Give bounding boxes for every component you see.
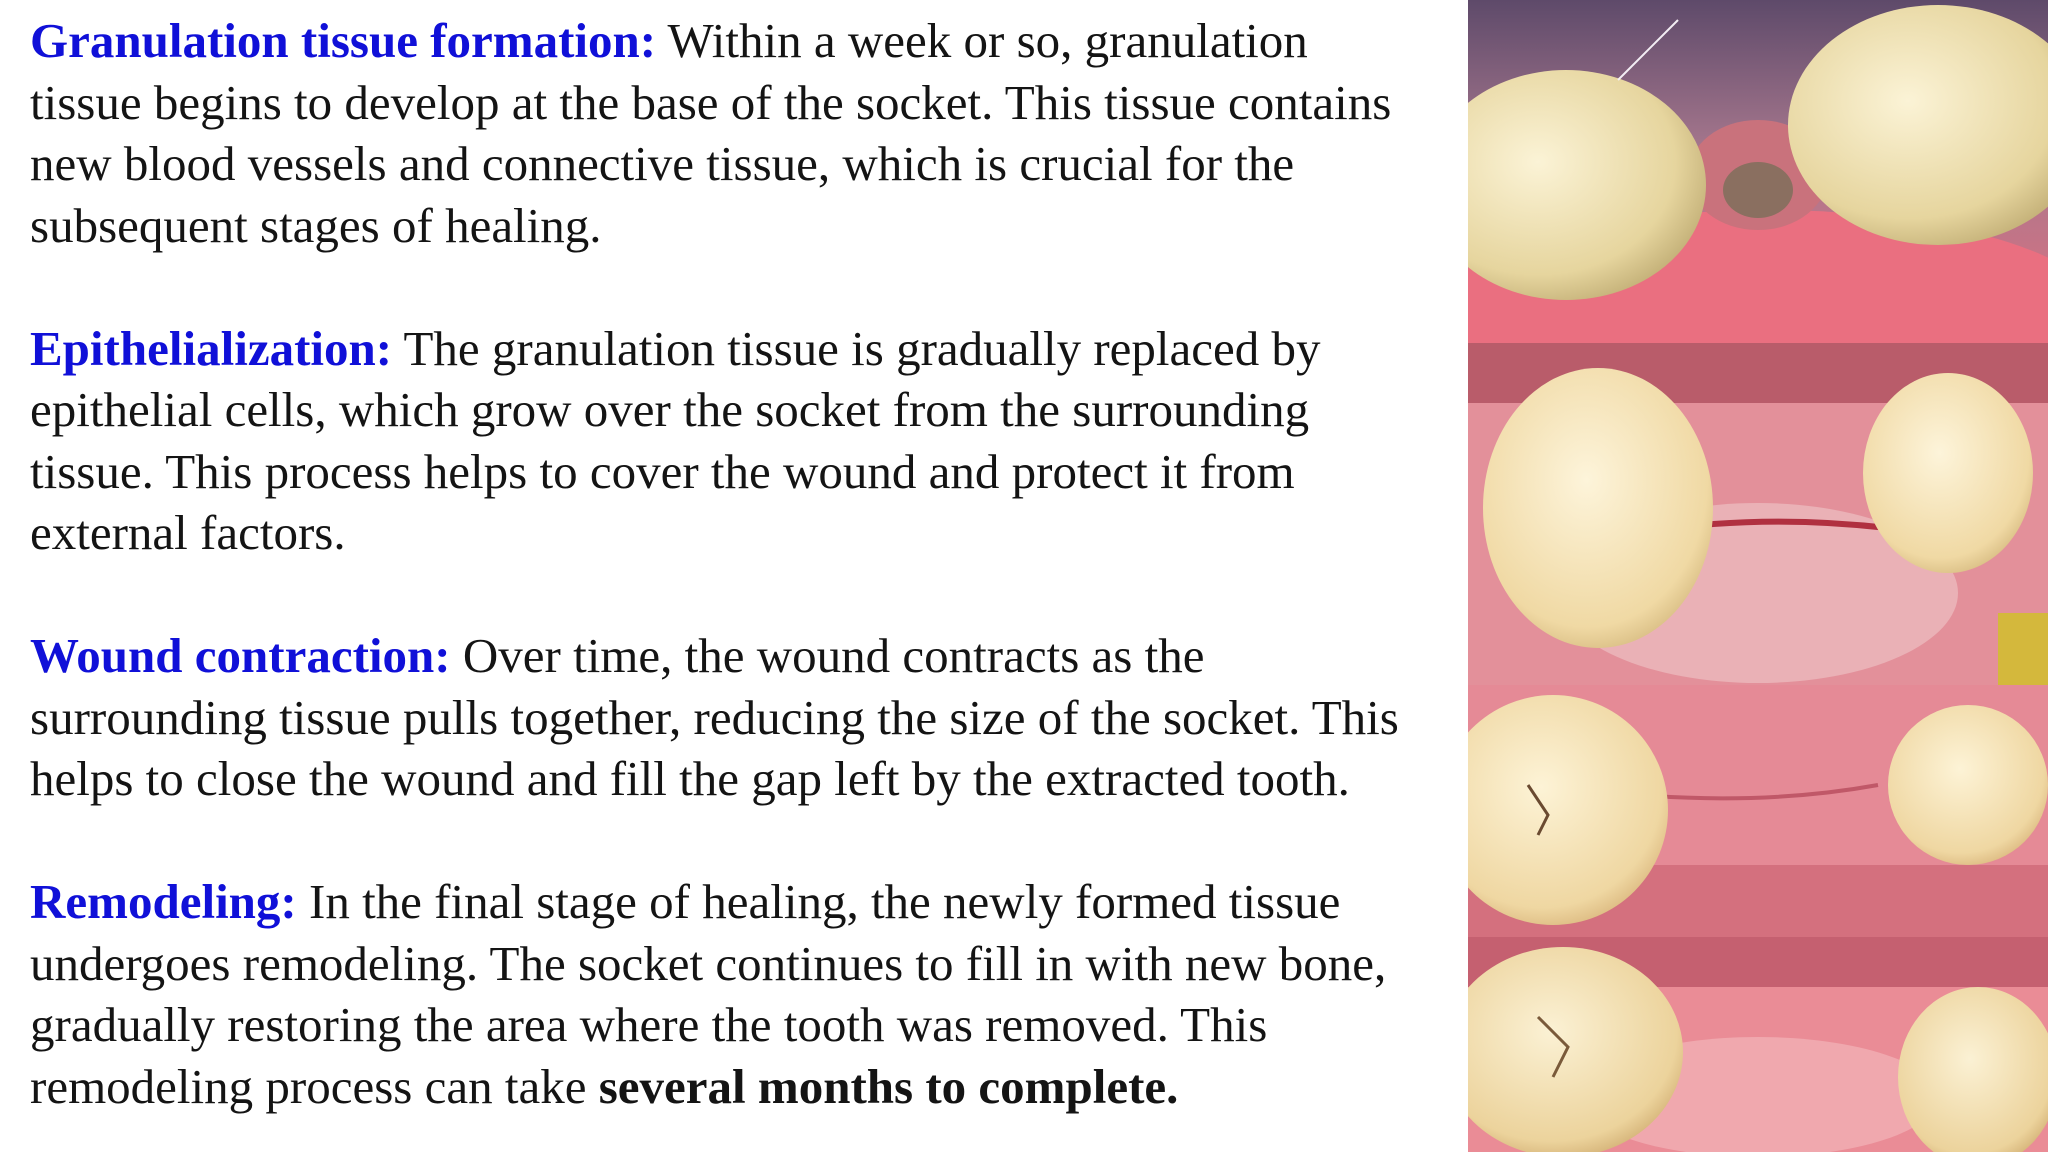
text-remodeling: In the final stage of healing, the newly formed tissue undergoes remodeling. The socket continues to fill in with new bone, gradually restoring the area where the tooth was removed. This remodeling process can take (30, 874, 1387, 1114)
healing-photo-strip (1468, 0, 2048, 1152)
text-wound-contraction: Over time, the wound contracts as the surrounding tissue pulls together, reducing the size of the socket. This helps to close the wound and fill the gap left by the extracted tooth. (30, 628, 1399, 806)
term-wound-contraction: Wound contraction: (30, 628, 451, 683)
photo-epithelialization-stage (1468, 343, 2048, 685)
photo-granulation-stage (1468, 0, 2048, 343)
healing-stages-text (30, 10, 1430, 1152)
term-remodeling: Remodeling: (30, 874, 297, 929)
text-epithelialization: The granulation tissue is gradually replaced by epithelial cells, which grow over the socket from the surrounding tissue. This process helps to cover the wound and protect it from external factors. (30, 320, 1321, 560)
paragraph-remodeling (30, 871, 1430, 1117)
paragraph-wound-contraction (30, 625, 1430, 810)
paragraph-granulation (30, 10, 1430, 256)
photo-contraction-stage (1468, 685, 2048, 937)
term-granulation: Granulation tissue formation: (30, 13, 657, 68)
text-remodeling-duration: several months to complete. (598, 1058, 1179, 1114)
text-granulation: Within a week or so, granulation tissue begins to develop at the base of the socket. This tissue contains new blood vessels and connective tissue, which is crucial for the subsequent stages of healing. (30, 13, 1392, 253)
term-epithelialization: Epithelialization: (30, 320, 393, 376)
paragraph-epithelialization (30, 318, 1430, 564)
photo-remodeling-stage (1468, 937, 2048, 1152)
